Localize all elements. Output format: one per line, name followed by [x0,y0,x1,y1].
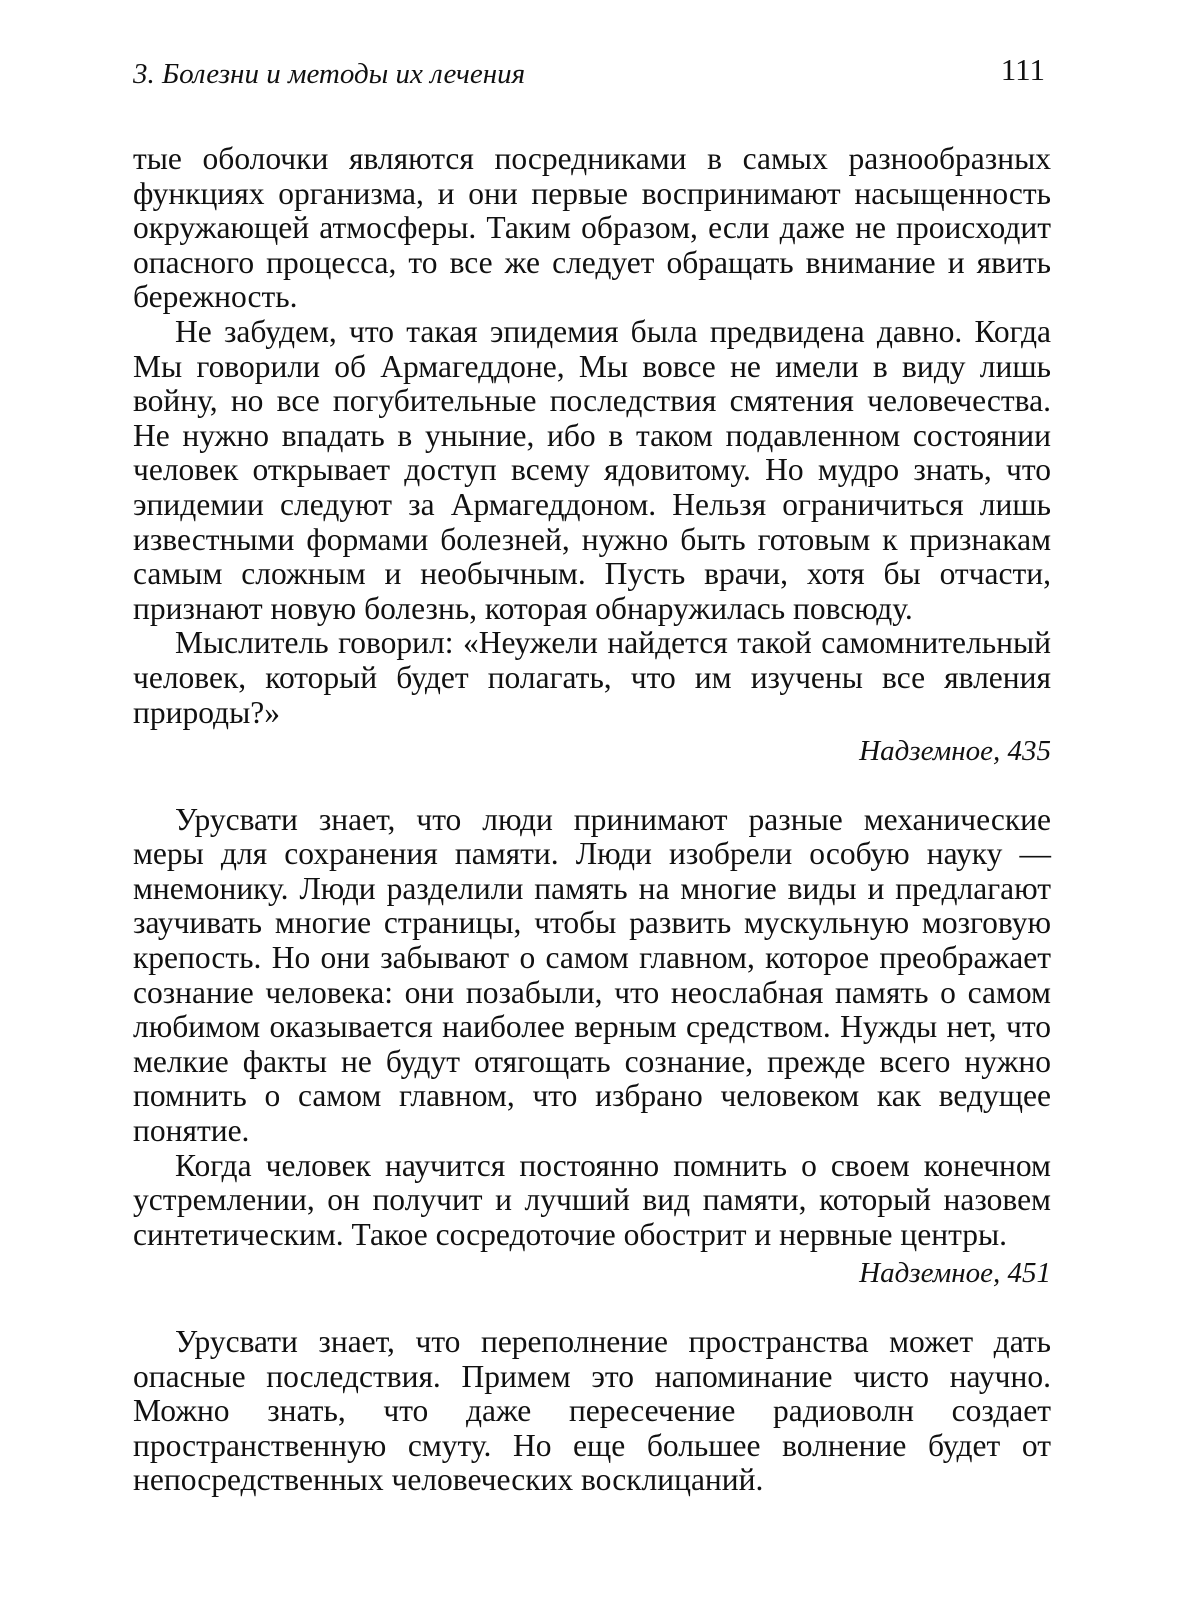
source-reference: Надземное, 451 [859,1257,1051,1290]
paragraph: Когда человек научится постоянно помнить о своем конечном устремлении, он получит и лучший вид памяти, который назовем синтетическим. Такое сосредоточие обострит и нервные центры. [133,1147,1051,1252]
paragraph: Урусвати знает, что переполнение пространства может дать опасные последствия. Примем это напоминание чисто научно. Можно знать, что даже пересечение радиоволн создает пространственную смуту. Но еще большее волнение будет от непосредственных человеческих восклицаний. [133,1324,1051,1498]
paragraph: Урусвати знает, что люди принимают разные механические меры для сохранения памяти. Люди изобрели особую науку — мнемонику. Люди разделили память на многие виды и предлагают заучивать многие страницы, чтобы развить мускульную мозговую крепость. Но они забывают о самом главном, которое преображает сознание человека: они позабыли, что неослабная память о самом любимом оказывается наиболее верным средством. Нужды нет, что мелкие факты не будут отягощать сознание, прежде всего нужно помнить о самом главном, что избрано человеком как ведущее понятие. [133,801,1051,1149]
page-number: 111 [1000,52,1045,87]
page-header [133,52,1051,100]
book-page [133,52,1051,1498]
source-reference: Надземное, 435 [859,735,1051,768]
paragraph: Не забудем, что такая эпидемия была предвидена давно. Когда Мы говорили об Армагеддоне, Мы вовсе не имели в виду лишь войну, но все погубительные последствия смятения человечества. Не нужно впадать в уныние, ибо в таком подавленном состоянии человек открывает доступ всему ядовитому. Но мудро знать, что эпидемии следуют за Армагеддоном. Нельзя ограничиться лишь известными формами болезней, нужно быть готовым к признакам самым сложным и необычным. Пусть врачи, хотя бы отчасти, признают новую болезнь, которая обнаружилась повсюду. [133,313,1051,626]
paragraph: Мыслитель говорил: «Неужели найдется такой самомнительный человек, который будет полагать, что им изучены все явления природы?» [133,625,1051,730]
body-text [133,142,1051,1498]
running-title: 3. Болезни и методы их лечения [133,58,526,90]
paragraph: тые оболочки являются посредниками в самых разнообразных функциях организма, и они первые воспринимают насыщенность окружающей атмосферы. Таким образом, если даже не происходит опасного процесса, то все же следует обращать внимание и явить бережность. [133,141,1051,315]
